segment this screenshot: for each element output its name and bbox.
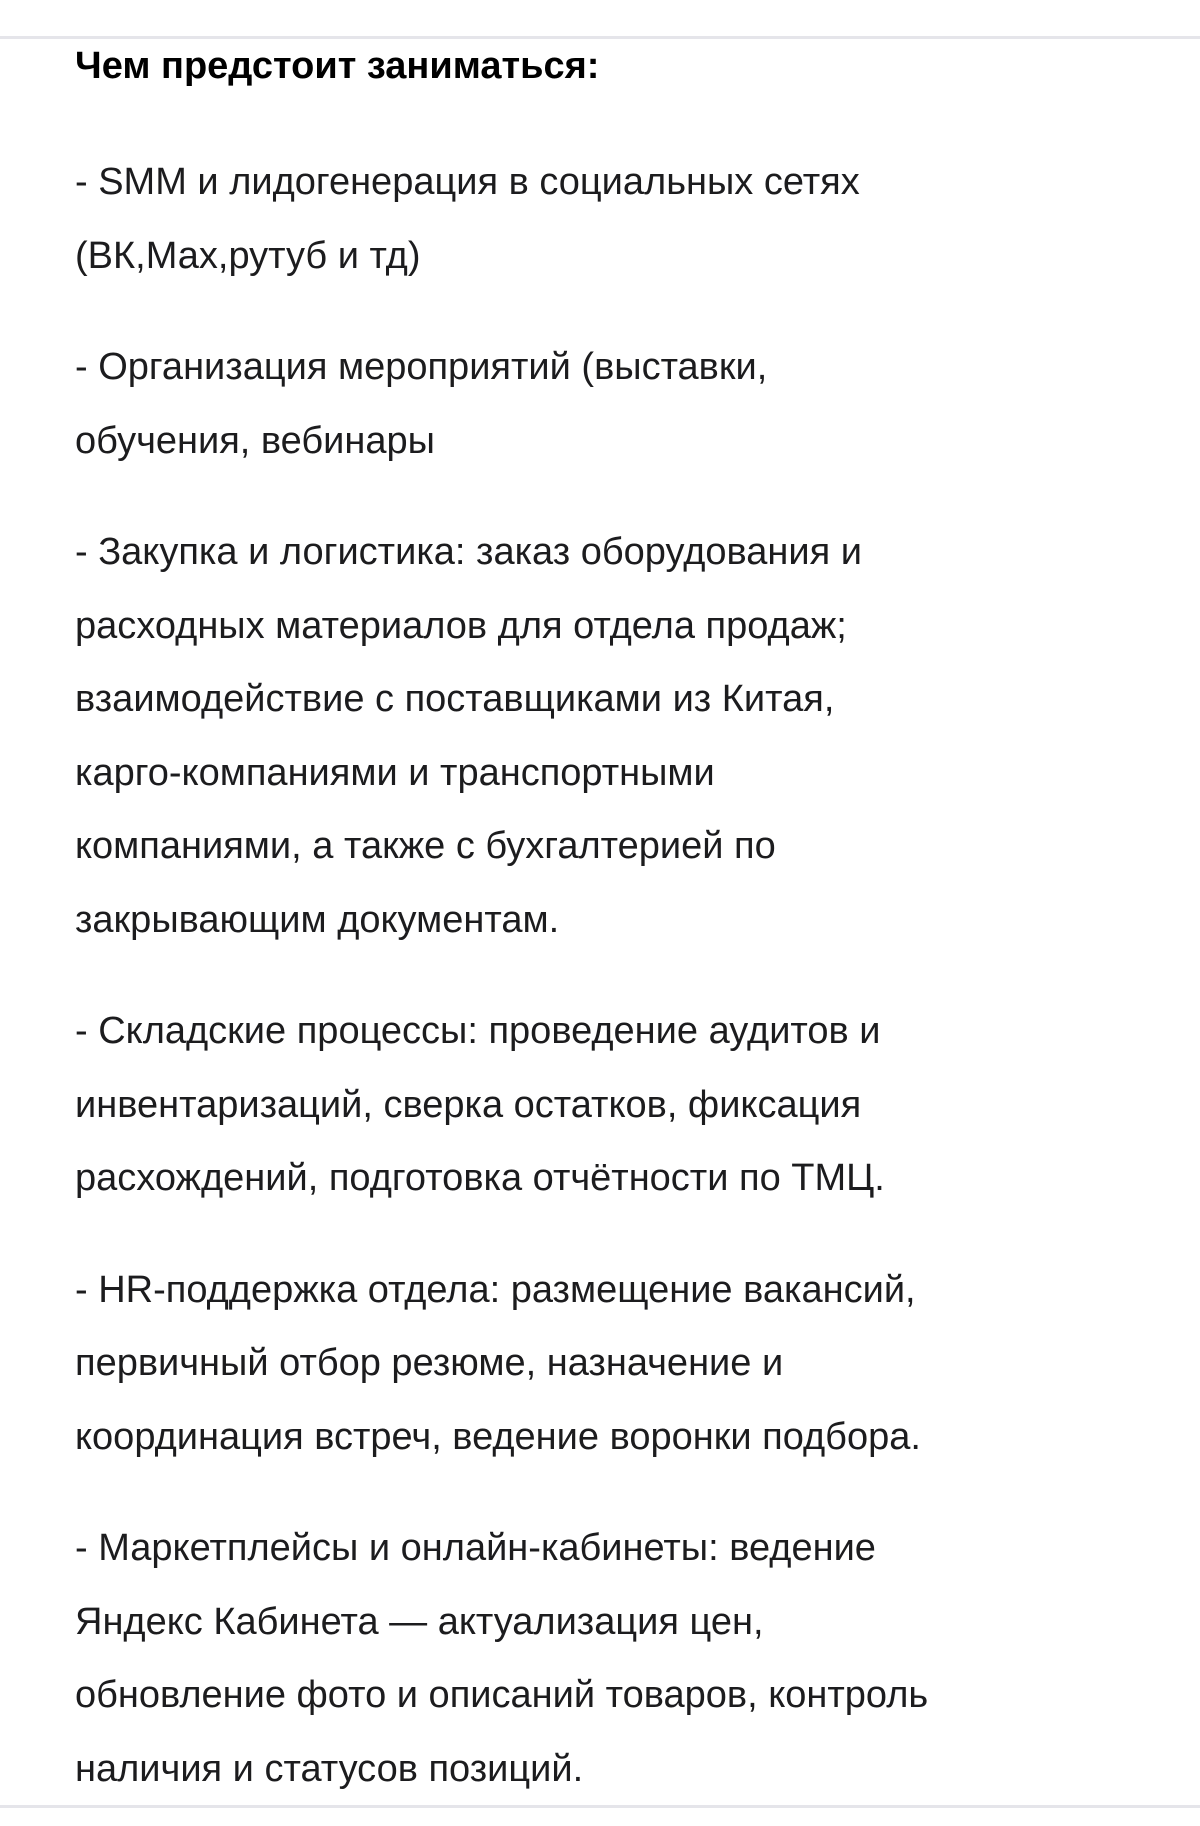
list-item-marketplaces bbox=[75, 1512, 1135, 1806]
list-item-line: наличия и статусов позиций. bbox=[75, 1747, 584, 1790]
list-item-line: - Маркетплейсы и онлайн-кабинеты: ведение bbox=[75, 1527, 876, 1569]
list-item-line: расхождений, подготовка отчётности по ТМЦ. bbox=[75, 1157, 885, 1199]
list-item-line: закрывающим документам. bbox=[75, 898, 560, 941]
list-item-line: - SMM и лидогенерация в социальных сетях bbox=[75, 161, 860, 203]
list-item-line: инвентаризаций, сверка остатков, фиксация bbox=[75, 1083, 862, 1126]
list-item-line: - HR-поддержка отдела: размещение вакансий, bbox=[75, 1268, 916, 1311]
list-item-smm bbox=[75, 146, 1135, 293]
bottom-divider bbox=[0, 1805, 1200, 1808]
list-item-line: карго-компаниями и транспортными bbox=[75, 751, 715, 794]
list-item-line: Яндекс Кабинета — актуализация цен, bbox=[75, 1600, 764, 1643]
list-item-line: (ВК,Мах,рутуб и тд) bbox=[75, 234, 421, 277]
list-item-line: первичный отбор резюме, назначение и bbox=[75, 1342, 784, 1384]
list-item-line: компаниями, а также с бухгалтерией по bbox=[75, 825, 776, 867]
list-item-events bbox=[75, 331, 1135, 478]
list-item-line: расходных материалов для отдела продаж; bbox=[75, 604, 847, 647]
list-item-line: - Закупка и логистика: заказ оборудования и bbox=[75, 531, 862, 573]
section-heading: Чем предстоит заниматься: bbox=[75, 45, 600, 87]
list-item-line: координация встреч, ведение воронки подбора. bbox=[75, 1415, 921, 1458]
list-item-line: - Складские процессы: проведение аудитов и bbox=[75, 1010, 881, 1052]
list-item-line: взаимодействие с поставщиками из Китая, bbox=[75, 678, 835, 720]
message-content bbox=[75, 40, 1135, 1806]
list-item-hr bbox=[75, 1254, 1135, 1475]
top-divider bbox=[0, 36, 1200, 39]
list-item-warehouse bbox=[75, 995, 1135, 1216]
list-item-line: обучения, вебинары bbox=[75, 419, 435, 462]
list-item-line: - Организация мероприятий (выставки, bbox=[75, 346, 768, 388]
list-item-procurement bbox=[75, 516, 1135, 957]
list-item-line: обновление фото и описаний товаров, контроль bbox=[75, 1674, 929, 1716]
